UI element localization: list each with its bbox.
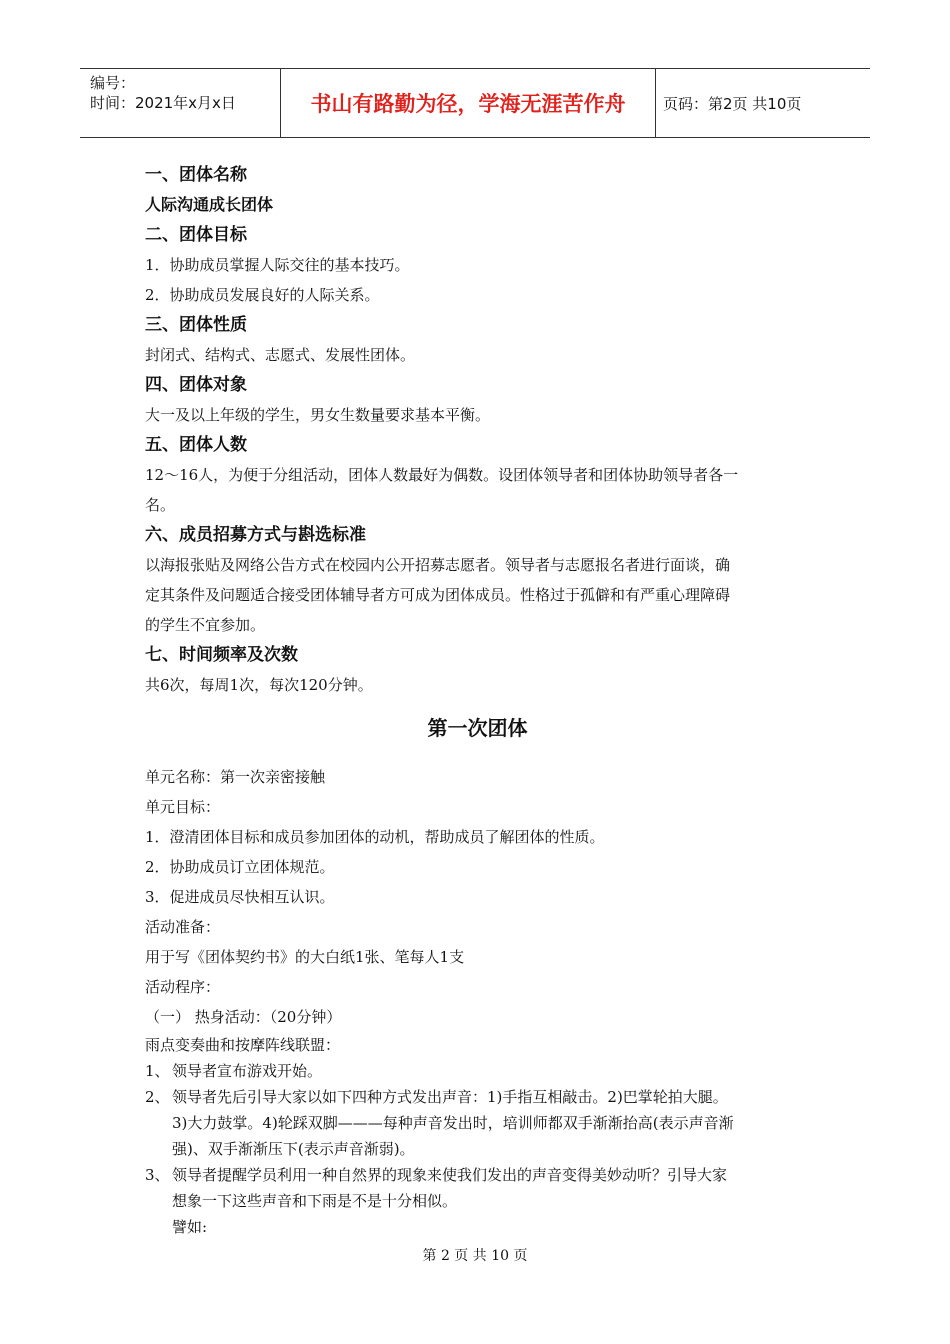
unit-goal-label: 单元目标： [145,798,221,816]
unit-goal-item: 3．促进成员尽快相互认识。 [145,888,335,906]
section-text: 2．协助成员发展良好的人际关系。 [145,286,380,304]
prep-label: 活动准备： [145,918,221,936]
procedure-label: 活动程序： [145,978,221,996]
section-text: 1．协助成员掌握人际交往的基本技巧。 [145,256,410,274]
section-text: 以海报张贴及网络公告方式在校园内公开招募志愿者。领导者与志愿报名者进行面谈，确 [145,556,731,574]
session-title: 第一次团体 [427,716,528,740]
list-number: 2、 [145,1088,170,1106]
section-text: 的学生不宜参加。 [145,616,266,634]
header-number-label: 编号： [90,74,136,92]
prep-text: 用于写《团体契约书》的大白纸1张、笔每人1支 [145,948,465,966]
activity-list [145,1032,810,1240]
warmup-heading: （一） 热身活动：（20分钟） [145,1008,342,1026]
game-name: 雨点变奏曲和按摩阵线联盟： [145,1036,341,1054]
list-text: 领导者先后引导大家以如下四种方式发出声音：1)手指互相敲击。2)巴掌轮拍大腿。 [172,1088,728,1106]
section-text: 定其条件及问题适合接受团体辅导者方可成为团体成员。性格过于孤僻和有严重心理障碍 [145,586,731,604]
section-heading: 一、团体名称 [145,165,247,185]
header-date: 时间：2021年x月x日 [90,94,236,112]
section-heading: 二、团体目标 [145,225,247,245]
section-text: 名。 [145,496,176,514]
section-heading: 四、团体对象 [145,375,247,395]
list-text: 譬如: [172,1218,208,1236]
group-name: 人际沟通成长团体 [145,195,274,214]
list-text: 领导者宣布游戏开始。 [172,1062,323,1080]
section-heading: 七、时间频率及次数 [145,645,298,665]
list-text: 3)大力鼓掌。4)轮踩双脚———每种声音发出时，培训师都双手渐渐抬高(表示声音渐 [172,1114,734,1132]
section-text: 共6次，每周1次，每次120分钟。 [145,676,373,694]
header-meta [90,73,280,113]
section-text: 12～16人，为便于分组活动，团体人数最好为偶数。设团体领导者和团体协助领导者各一 [145,466,739,484]
list-number: 3、 [145,1166,170,1184]
page-footer: 第 2 页 共 10 页 [422,1248,528,1264]
page-header [80,68,870,138]
unit-goal-item: 2．协助成员订立团体规范。 [145,858,335,876]
section-heading: 五、团体人数 [145,435,247,455]
header-divider [655,69,656,137]
unit-goal-item: 1．澄清团体目标和成员参加团体的动机，帮助成员了解团体的性质。 [145,828,605,846]
list-item [145,1058,810,1084]
section-heading: 六、成员招募方式与斟选标准 [145,525,366,545]
section-text: 封闭式、结构式、志愿式、发展性团体。 [145,346,416,364]
unit-name: 单元名称：第一次亲密接触 [145,768,326,786]
document-body [145,160,810,1240]
header-motto: 书山有路勤为径，学海无涯苦作舟 [310,92,626,116]
list-item [145,1084,810,1162]
header-page-info: 页码：第2页 共10页 [663,94,802,113]
list-number: 1、 [145,1062,170,1080]
list-text: 领导者提醒学员利用一种自然界的现象来使我们发出的声音变得美妙动听？引导大家 [172,1166,728,1184]
list-item [145,1162,810,1240]
list-text: 强)、双手渐渐压下(表示声音渐弱)。 [172,1140,415,1158]
list-text: 想象一下这些声音和下雨是不是十分相似。 [172,1192,458,1210]
section-text: 大一及以上年级的学生，男女生数量要求基本平衡。 [145,406,491,424]
section-heading: 三、团体性质 [145,315,247,335]
